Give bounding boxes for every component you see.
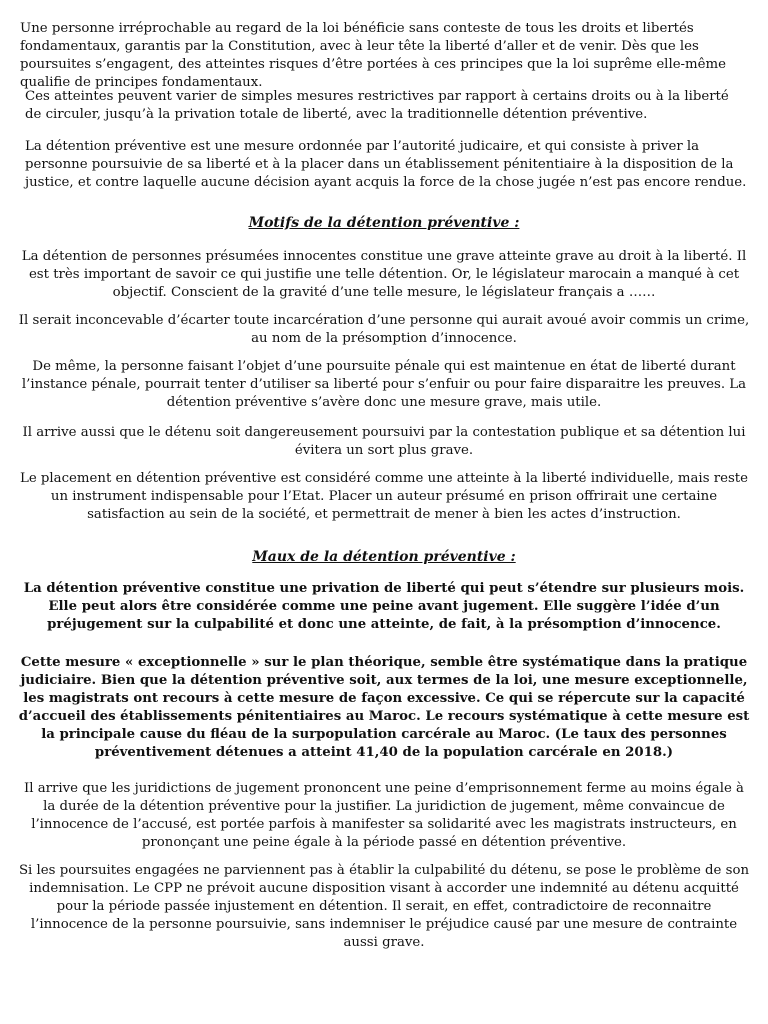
maux-paragraph-1: Il arrive que les juridictions de jugement prononcent une peine d’emprisonnement ferme au moins égale à la durée de la détention préventive pour la justifier. La juridiction de jugement, même convaincue de l’innocence de l’accusé, est portée parfois à manifester sa solidarité avec les magistrats instructeurs, en prononçant une peine égale à la période passé en détention préventive. [24, 781, 744, 850]
motifs-paragraph-4: Il arrive aussi que le détenu soit dangereusement poursuivi par la contestation publique et sa détention lui évitera un sort plus grave. [22, 425, 746, 458]
motifs-paragraph-5: Le placement en détention préventive est considéré comme une atteinte à la liberté individuelle, mais reste un instrument indispensable pour l’Etat. Placer un auteur présumé en prison offrirait une certaine satisfaction au sein de la société, et permettrait de mener à bien les actes d’instruction. [19, 471, 749, 522]
intro-paragraph-2: Ces atteintes peuvent varier de simples mesures restrictives par rapport à certains droits ou à la liberté de circuler, jusqu’à la privation totale de liberté, avec la traditionnelle détention préventive. [25, 89, 729, 122]
motifs-paragraph-2: Il serait inconcevable d’écarter toute incarcération d’une personne qui aurait avoué avoir commis un crime, au nom de la présomption d’innocence. [18, 313, 750, 346]
maux-paragraph-2: Si les poursuites engagées ne parviennent pas à établir la culpabilité du détenu, se pose le problème de son indemnisation. Le CPP ne prévoit aucune disposition visant à accorder une indemnité au détenu acquitté pour la période passée injustement en détention. Il serait, en effet, contradictoire de reconnaitre l’innocence de la personne poursuivie, sans indemniser le préjudice causé par une mesure de contrainte aussi grave. [18, 863, 750, 950]
motifs-paragraph-1: La détention de personnes présumées innocentes constitue une grave atteinte grave au droit à la liberté. Il est très important de savoir ce qui justifie une telle détention. Or, le législateur marocain a manqué à cet objectif. Conscient de la gravité d’une telle mesure, le législateur français a …… [21, 249, 747, 300]
section-heading-motifs: Motifs de la détention préventive : [248, 215, 520, 231]
maux-bold-paragraph-2: Cette mesure « exceptionnelle » sur le plan théorique, semble être systématique dans la pratique judiciaire. Bien que la détention préventive soit, aux termes de la loi, une mesure exceptionnelle, les magistrats ont recours à cette mesure de façon excessive. Ce qui se répercute sur la capacité d’accueil des établissements pénitentiaires au Maroc. Le recours systématique à cette mesure est la principale cause du fléau de la surpopulation carcérale au Maroc. (Le taux des personnes préventivement détenues a atteint 41,40 de la population carcérale en 2018.) [18, 655, 750, 760]
section-heading-maux: Maux de la détention préventive : [252, 549, 516, 565]
maux-bold-paragraph-1: La détention préventive constitue une privation de liberté qui peut s’étendre sur plusieurs mois. Elle peut alors être considérée comme une peine avant jugement. Elle suggère l’idée d’un préjugement sur la culpabilité et donc une atteinte, de fait, à la présomption d’innocence. [23, 581, 745, 632]
motifs-paragraph-3: De même, la personne faisant l’objet d’une poursuite pénale qui est maintenue en état de liberté durant l’instance pénale, pourrait tenter d’utiliser sa liberté pour s’enfuir ou pour faire disparaitre les preuves. La détention préventive s’avère donc une mesure grave, mais utile. [21, 359, 747, 410]
intro-paragraph-3: La détention préventive est une mesure ordonnée par l’autorité judicaire, et qui consiste à priver la personne poursuivie de sa liberté et à la placer dans un établissement pénitentiaire à la disposition de la justice, et contre laquelle aucune décision ayant acquis la force de la chose jugée n’est pas encore rendue. [25, 139, 747, 190]
intro-paragraph-1: Une personne irréprochable au regard de la loi bénéficie sans conteste de tous les droits et libertés fondamentaux, garantis par la Constitution, avec à leur tête la liberté d’aller et de venir. Dès que les poursuites s’engagent, des atteintes risques d’être portées à ces principes que la loi suprême elle-même qualifie de principes fondamentaux. [20, 21, 727, 90]
